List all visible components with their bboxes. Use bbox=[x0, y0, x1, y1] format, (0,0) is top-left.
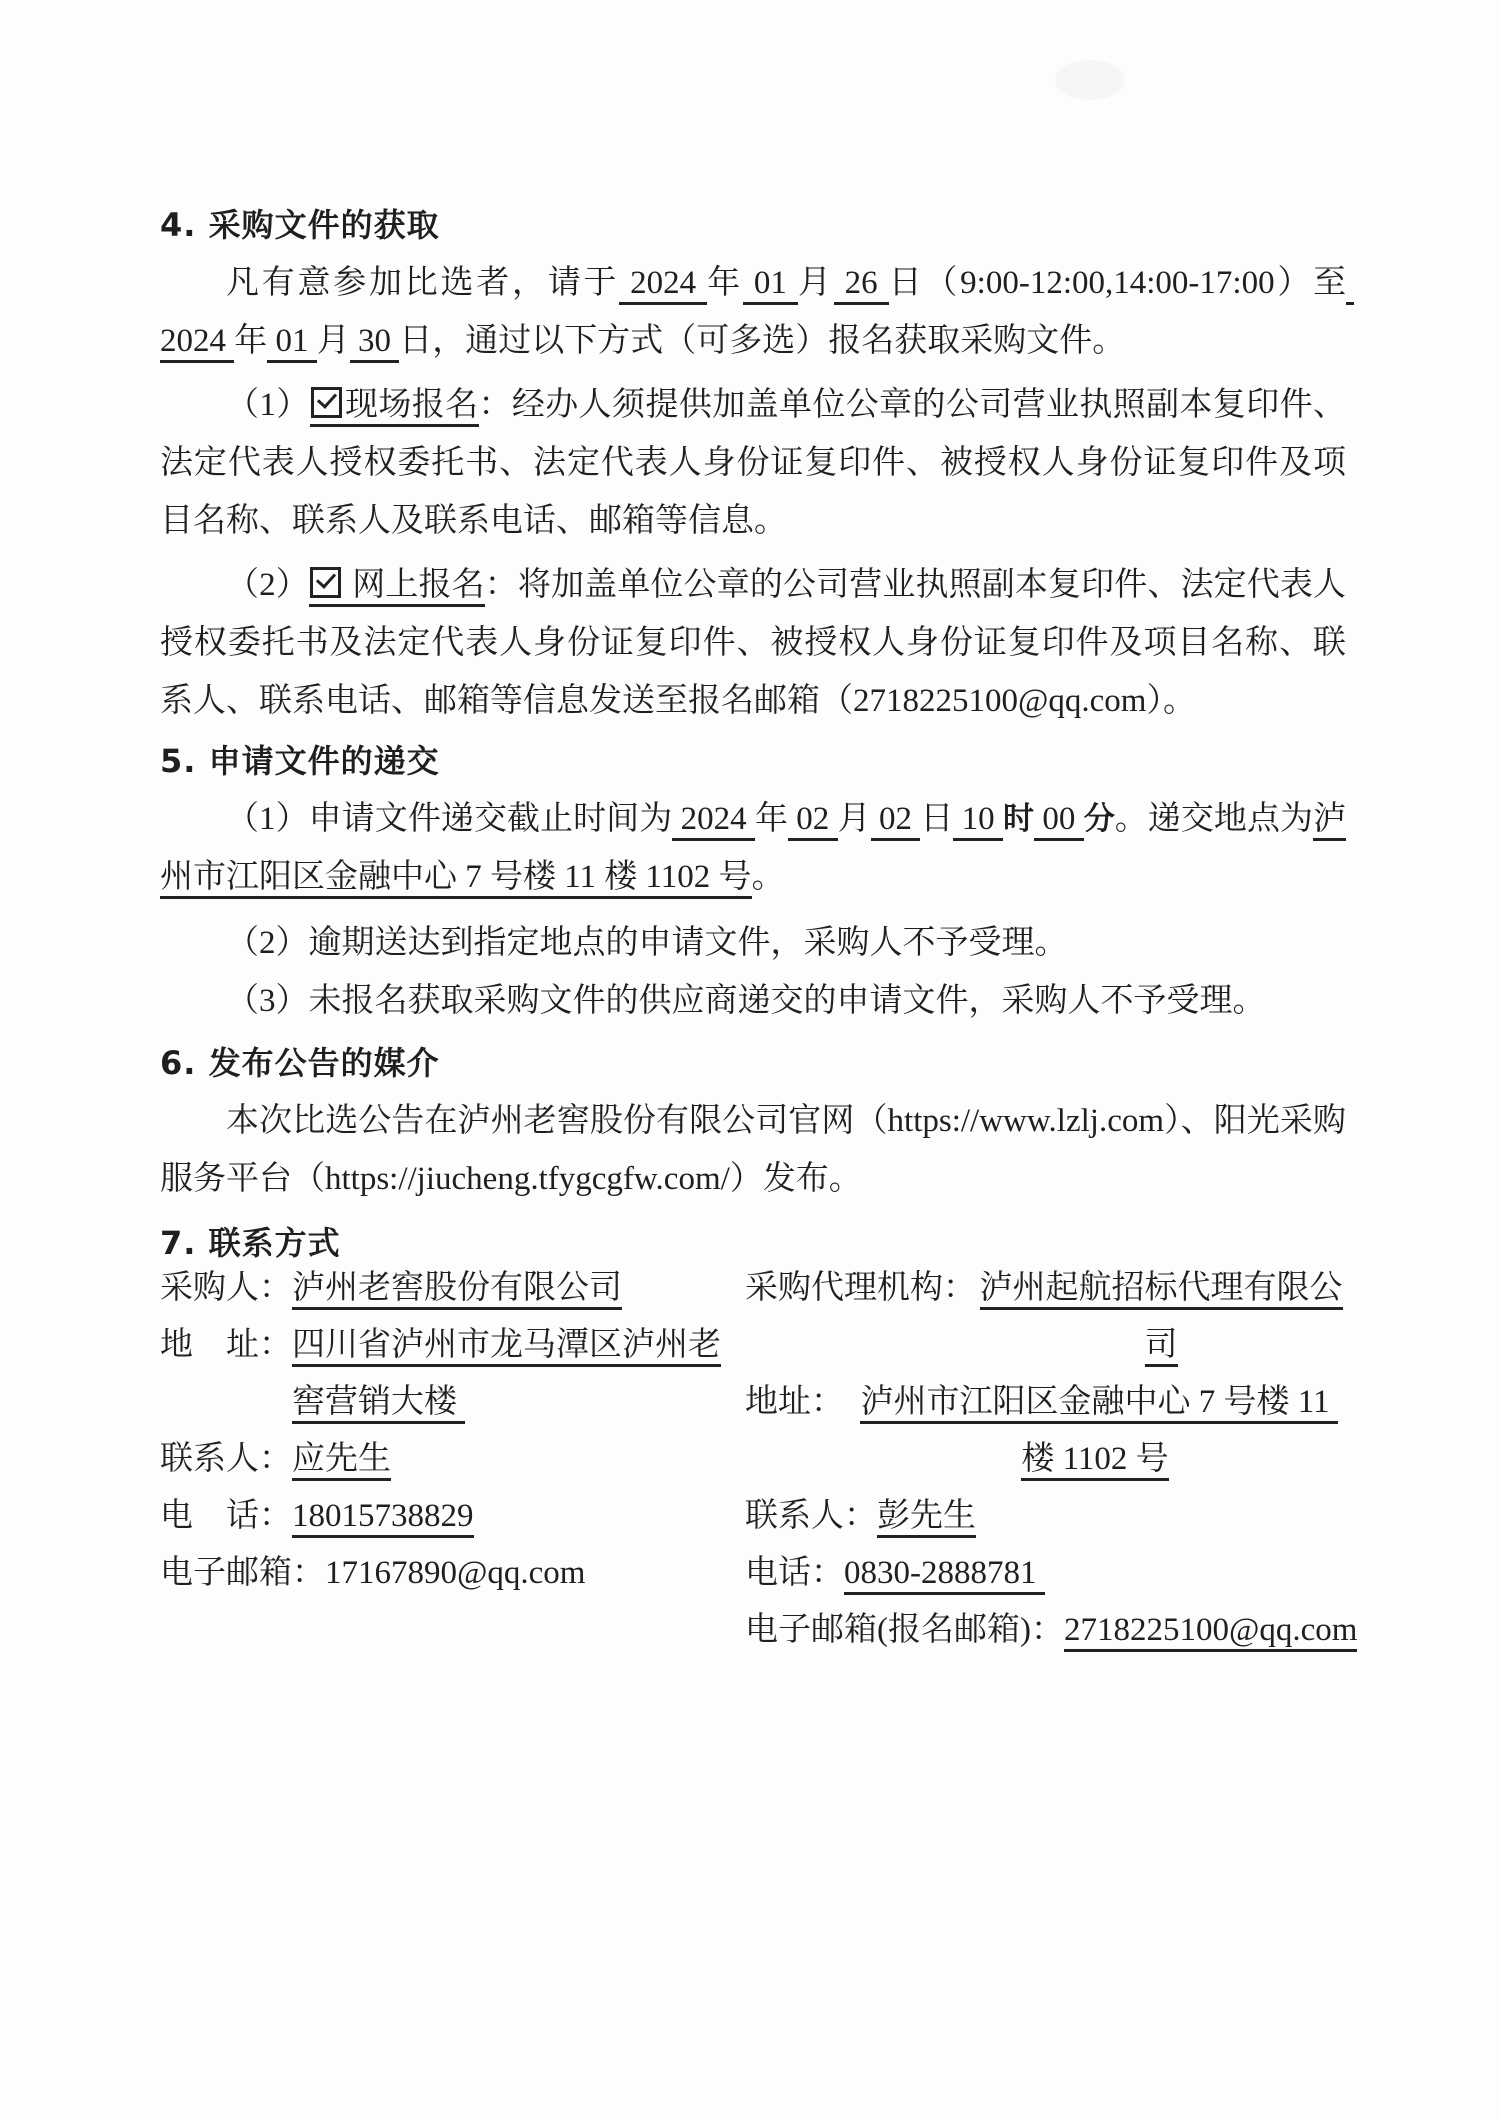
text-segment: 月 bbox=[316, 323, 350, 359]
text-segment: 2024 bbox=[619, 265, 707, 305]
contact-label: 电话： bbox=[745, 1555, 844, 1591]
contact-row bbox=[745, 1545, 1346, 1602]
text-segment: 01 bbox=[267, 323, 317, 363]
text-segment: 02 bbox=[871, 801, 921, 841]
text-segment: （3）未报名获取采购文件的供应商递交的申请文件，采购人不予受理。 bbox=[226, 983, 1266, 1019]
paragraph-s4-item2 bbox=[160, 556, 1346, 730]
contact-label: 电子邮箱(报名邮箱)： bbox=[745, 1612, 1064, 1648]
contact-value bbox=[976, 1260, 1346, 1374]
contact-value-text: 应先生 bbox=[292, 1441, 391, 1481]
agency-contact-column bbox=[745, 1260, 1358, 1659]
contact-value bbox=[292, 1431, 745, 1488]
paragraph-s6-body bbox=[160, 1092, 1346, 1208]
contact-value-text: 泸州老窖股份有限公司 bbox=[292, 1270, 622, 1310]
contact-row bbox=[160, 1545, 745, 1602]
paragraph-s5-item2 bbox=[160, 914, 1346, 972]
contact-row bbox=[745, 1374, 1346, 1488]
checkbox-checked-icon bbox=[310, 567, 341, 598]
text-segment: 泸州市江阳区金融中心 7 号楼 11 楼 1102 号 bbox=[160, 801, 1346, 899]
contact-row bbox=[745, 1260, 1346, 1374]
section-6-heading: 6. 发布公告的媒介 bbox=[160, 1044, 440, 1082]
contact-value-text: 彭先生 bbox=[877, 1498, 976, 1538]
text-segment: 年 bbox=[234, 323, 268, 359]
text-segment: 02 bbox=[788, 801, 838, 841]
contact-value-text: 四川省泸州市龙马潭区泸州老窖营销大楼 bbox=[292, 1327, 721, 1424]
text-segment: 日 bbox=[920, 801, 954, 837]
contact-label: 采购人： bbox=[160, 1270, 292, 1306]
scan-smudge bbox=[1055, 60, 1125, 100]
text-segment: 月 bbox=[797, 265, 834, 301]
text-segment: 年 bbox=[754, 801, 788, 837]
text-segment: 2024 bbox=[160, 265, 1354, 363]
contact-label: 联系人： bbox=[745, 1498, 877, 1534]
contact-value-text: 0830-2888781 bbox=[844, 1555, 1045, 1595]
text-segment: （2）逾期送达到指定地点的申请文件，采购人不予受理。 bbox=[226, 925, 1068, 961]
contact-value-text: 泸州市江阳区金融中心 7 号楼 11 楼 1102 号 bbox=[860, 1384, 1337, 1481]
text-segment: 26 bbox=[834, 265, 889, 305]
text-segment: 。递交地点为 bbox=[1114, 801, 1314, 837]
text-segment: 10 bbox=[953, 801, 1003, 841]
paragraph-s4-item1 bbox=[160, 376, 1346, 550]
contact-value bbox=[292, 1488, 745, 1545]
text-segment: ：将加盖单位公章的公司营业执照副本复印件、法定代表人授权委托书及法定代表人身份证复印件、被授权人身份证复印件及项目名称、联系人、联系电话、邮箱等信息发送至报名邮箱（2718225100@qq.com）。 bbox=[160, 567, 1347, 719]
contact-row bbox=[160, 1317, 745, 1431]
text-segment: 年 bbox=[707, 265, 743, 301]
contact-label: 采购代理机构： bbox=[745, 1270, 976, 1306]
contact-row bbox=[745, 1602, 1358, 1659]
text-segment: 本次比选公告在泸州老窖股份有限公司官网（https://www.lzlj.com）、阳光采购服务平台（https://jiucheng.tfygcgfw.com/）发布。 bbox=[160, 1103, 1346, 1197]
text-segment: 30 bbox=[350, 323, 400, 363]
text-segment: 00 bbox=[1034, 801, 1084, 841]
section-7-heading: 7. 联系方式 bbox=[160, 1224, 341, 1262]
contact-value bbox=[844, 1374, 1346, 1488]
text-segment: 2024 bbox=[672, 801, 755, 841]
text-segment: ：经办人须提供加盖单位公章的公司营业执照副本复印件、法定代表人授权委托书、法定代表人身份证复印件、被授权人身份证复印件及项目名称、联系人及联系电话、邮箱等信息。 bbox=[160, 387, 1347, 539]
contact-label: 电 话： bbox=[160, 1498, 292, 1534]
contact-info bbox=[160, 1260, 1358, 1659]
text-segment: 月 bbox=[837, 801, 871, 837]
contact-value bbox=[325, 1545, 745, 1602]
text-segment: 凡有意参加比选者，请于 bbox=[226, 265, 620, 301]
text-segment: 网上报名 bbox=[309, 567, 485, 607]
paragraph-s4-intro bbox=[160, 254, 1355, 370]
contact-value-text: 18015738829 bbox=[292, 1498, 474, 1538]
text-segment: 日（9:00-12:00,14:00-17:00）至 bbox=[888, 265, 1347, 301]
contact-value-text: 泸州起航招标代理有限公司 bbox=[980, 1270, 1343, 1367]
contact-value-text: 17167890@qq.com bbox=[325, 1555, 586, 1591]
contact-row bbox=[160, 1431, 745, 1488]
text-segment: 时 bbox=[1003, 801, 1035, 837]
document-content bbox=[160, 196, 1358, 1659]
contact-value bbox=[292, 1260, 745, 1317]
text-segment: 现场报名 bbox=[310, 387, 479, 427]
contact-value bbox=[292, 1317, 745, 1431]
text-segment: （1）申请文件递交截止时间为 bbox=[226, 801, 673, 837]
section-5-heading: 5. 申请文件的递交 bbox=[160, 742, 440, 780]
contact-row bbox=[160, 1488, 745, 1545]
contact-value bbox=[877, 1488, 1346, 1545]
section-4-heading: 4. 采购文件的获取 bbox=[160, 206, 440, 244]
checkbox-checked-icon bbox=[311, 387, 342, 418]
contact-label: 联系人： bbox=[160, 1441, 292, 1477]
contact-row bbox=[745, 1488, 1346, 1545]
contact-value bbox=[1063, 1602, 1358, 1659]
contact-label: 电子邮箱： bbox=[160, 1555, 325, 1591]
contact-value-text: 2718225100@qq.com bbox=[1064, 1612, 1357, 1652]
contact-label: 地 址： bbox=[160, 1327, 292, 1363]
text-segment: 01 bbox=[743, 265, 798, 305]
paragraph-s5-item3 bbox=[160, 972, 1346, 1030]
text-segment: （2） bbox=[226, 567, 309, 603]
text-segment: （1） bbox=[226, 387, 310, 423]
contact-label: 地址： bbox=[745, 1384, 844, 1420]
paragraph-s5-item1 bbox=[160, 790, 1346, 906]
text-segment: 。 bbox=[751, 859, 785, 895]
text-segment: 日，通过以下方式（可多选）报名获取采购文件。 bbox=[399, 323, 1126, 359]
text-segment: 分 bbox=[1083, 801, 1115, 837]
contact-row bbox=[160, 1260, 745, 1317]
purchaser-contact-column bbox=[160, 1260, 745, 1659]
contact-value bbox=[844, 1545, 1346, 1602]
